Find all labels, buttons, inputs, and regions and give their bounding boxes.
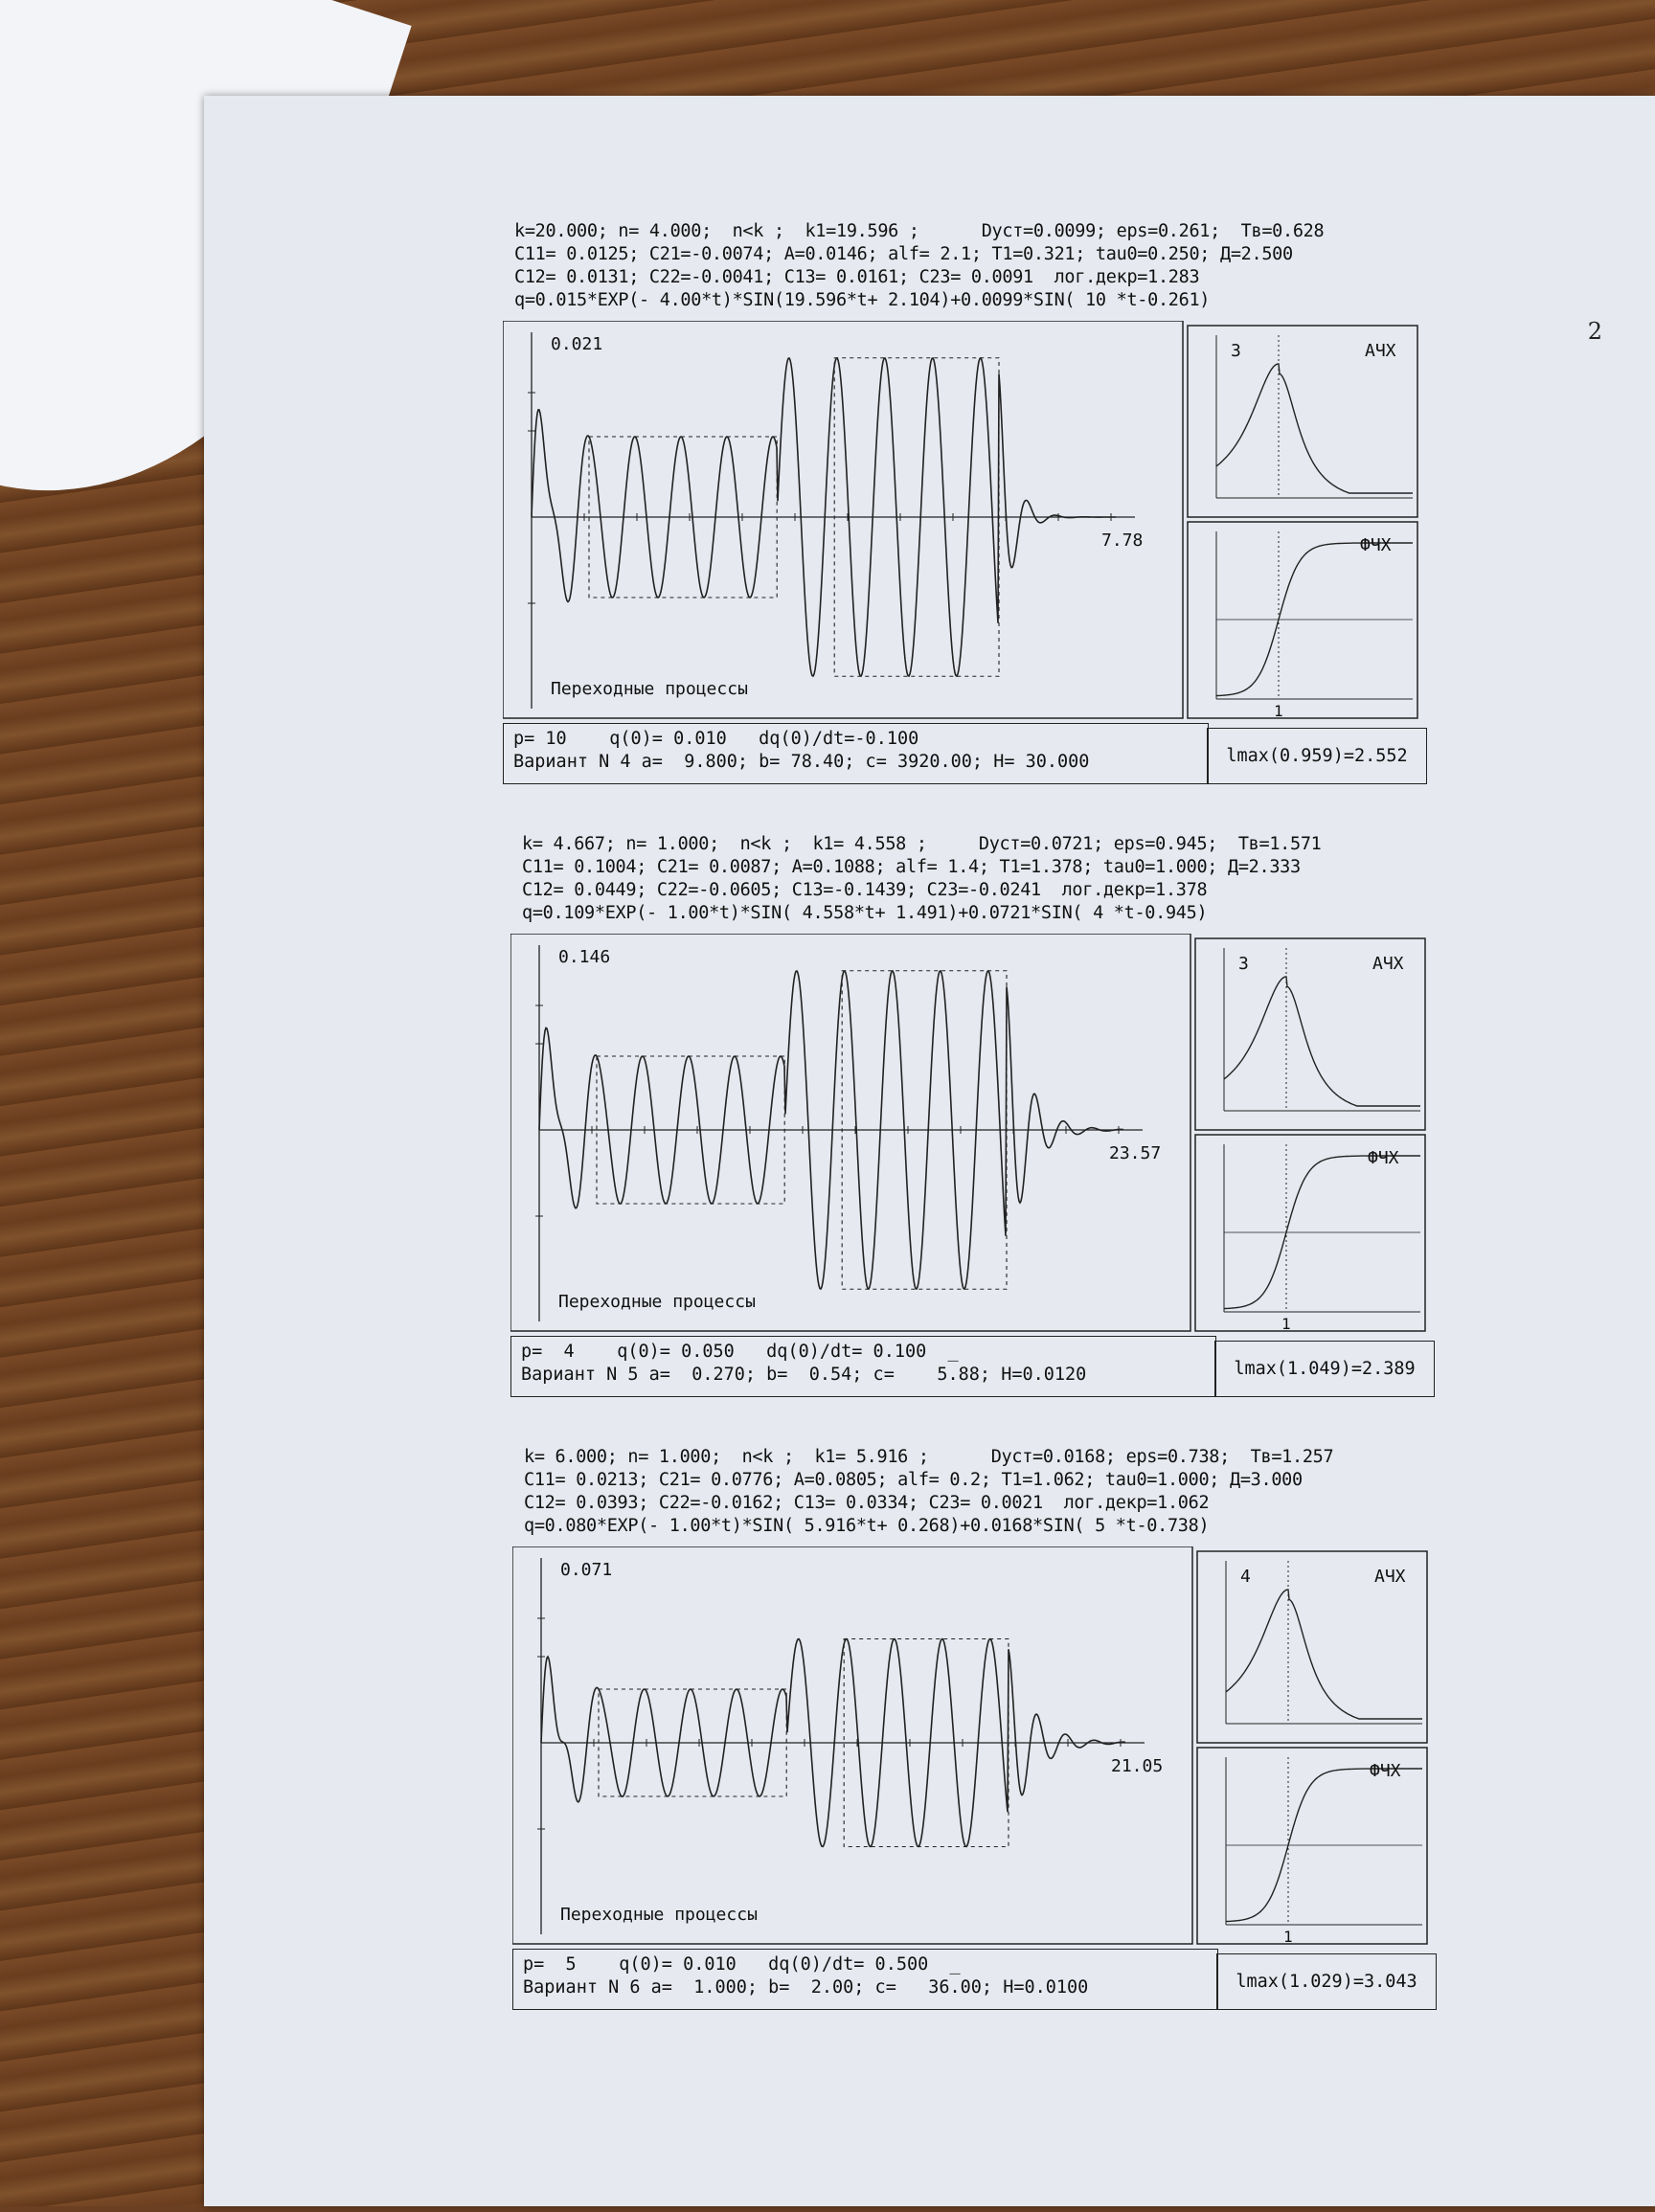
transient-plot-frame	[510, 934, 1190, 1331]
t-max-label: 7.78	[1101, 530, 1144, 551]
unit-frequency-label: 1	[1281, 1315, 1291, 1333]
transient-caption: Переходные процессы	[558, 1292, 756, 1312]
parameter-lines	[514, 220, 1324, 312]
parameter-line: k= 4.667; n= 1.000; n<k ; k1= 4.558 ; Dуст=0.0721; eps=0.945; Тв=1.571	[522, 834, 1322, 854]
transient-plot-frame	[503, 321, 1183, 718]
lmax-value: lmax(1.049)=2.389	[1214, 1341, 1435, 1397]
parameter-line: C11= 0.0125; C21=-0.0074; A=0.0146; alf= 2.1; T1=0.321; tau0=0.250; Д=2.500	[514, 244, 1293, 264]
parameter-line: C12= 0.0131; C22=-0.0041; C13= 0.0161; C23= 0.0091 лог.декр=1.283	[514, 267, 1200, 287]
variant-info-box	[503, 723, 1209, 784]
amplitude-response-curve	[1216, 364, 1413, 493]
resonance-peak-label: 3	[1231, 341, 1241, 361]
transient-caption: Переходные процессы	[560, 1905, 758, 1925]
unit-frequency-label: 1	[1283, 1928, 1293, 1946]
parameter-line: C11= 0.0213; C21= 0.0776; A=0.0805; alf= 0.2; T1=1.062; tau0=1.000; Д=3.000	[524, 1470, 1303, 1490]
parameter-line: k= 6.000; n= 1.000; n<k ; k1= 5.916 ; Dуст=0.0168; eps=0.738; Тв=1.257	[524, 1447, 1334, 1467]
variant-coefficients-line: Вариант N 6 a= 1.000; b= 2.00; c= 36.00; H=0.0100	[523, 1977, 1089, 1998]
transient-plot-frame	[512, 1546, 1192, 1944]
parameter-lines	[522, 833, 1322, 925]
parameter-line: C12= 0.0449; C22=-0.0605; C13=-0.1439; C23=-0.0241 лог.декр=1.378	[522, 880, 1208, 900]
parameter-line: k=20.000; n= 4.000; n<k ; k1=19.596 ; Dуст=0.0099; eps=0.261; Тв=0.628	[514, 221, 1325, 241]
y-max-label: 0.071	[560, 1560, 613, 1580]
achx-label: АЧХ	[1372, 954, 1404, 974]
variant-info-box	[512, 1949, 1218, 2010]
variant-coefficients-line: Вариант N 4 a= 9.800; b= 78.40; c= 3920.00; H= 30.000	[513, 752, 1090, 772]
initial-conditions-line: p= 10 q(0)= 0.010 dq(0)/dt=-0.100	[513, 729, 919, 749]
amplitude-response-curve	[1224, 977, 1420, 1106]
resonance-peak-label: 3	[1238, 954, 1249, 974]
y-max-label: 0.021	[551, 334, 603, 354]
initial-conditions-line: p= 5 q(0)= 0.010 dq(0)/dt= 0.500 _	[523, 1954, 961, 1975]
parameter-line: q=0.015*EXP(- 4.00*t)*SIN(19.596*t+ 2.104)+0.0099*SIN( 10 *t-0.261)	[514, 290, 1211, 310]
variant-info-box	[510, 1336, 1216, 1397]
y-max-label: 0.146	[558, 947, 611, 967]
t-max-label: 21.05	[1111, 1756, 1164, 1776]
fchx-label: ФЧХ	[1368, 1148, 1399, 1168]
parameter-line: q=0.080*EXP(- 1.00*t)*SIN( 5.916*t+ 0.268)+0.0168*SIN( 5 *t-0.738)	[524, 1516, 1210, 1536]
transient-process-chart	[512, 1546, 1470, 2006]
lmax-value: lmax(1.029)=3.043	[1216, 1953, 1437, 2010]
variant-block-6	[512, 1446, 1470, 2212]
t-max-label: 23.57	[1109, 1143, 1162, 1163]
unit-frequency-label: 1	[1274, 702, 1283, 720]
fchx-label: ФЧХ	[1360, 535, 1392, 555]
fchx-label: ФЧХ	[1370, 1761, 1401, 1781]
transient-caption: Переходные процессы	[551, 679, 748, 699]
achx-label: АЧХ	[1365, 341, 1396, 361]
parameter-line: C12= 0.0393; C22=-0.0162; C13= 0.0334; C23= 0.0021 лог.декр=1.062	[524, 1493, 1210, 1513]
parameter-line: C11= 0.1004; C21= 0.0087; A=0.1088; alf= 1.4; T1=1.378; tau0=1.000; Д=2.333	[522, 857, 1301, 877]
variant-coefficients-line: Вариант N 5 a= 0.270; b= 0.54; c= 5.88; H=0.0120	[521, 1365, 1087, 1385]
resonance-peak-label: 4	[1240, 1567, 1251, 1587]
parameter-lines	[524, 1446, 1333, 1538]
amplitude-response-curve	[1226, 1590, 1422, 1719]
lmax-value: lmax(0.959)=2.552	[1207, 728, 1427, 784]
initial-conditions-line: p= 4 q(0)= 0.050 dq(0)/dt= 0.100 _	[521, 1342, 959, 1362]
parameter-line: q=0.109*EXP(- 1.00*t)*SIN( 4.558*t+ 1.491)+0.0721*SIN( 4 *t-0.945)	[522, 903, 1208, 923]
page-number: 2	[1587, 318, 1602, 345]
transient-process-chart	[510, 934, 1468, 1393]
achx-label: АЧХ	[1374, 1567, 1406, 1587]
transient-process-chart	[503, 321, 1461, 780]
